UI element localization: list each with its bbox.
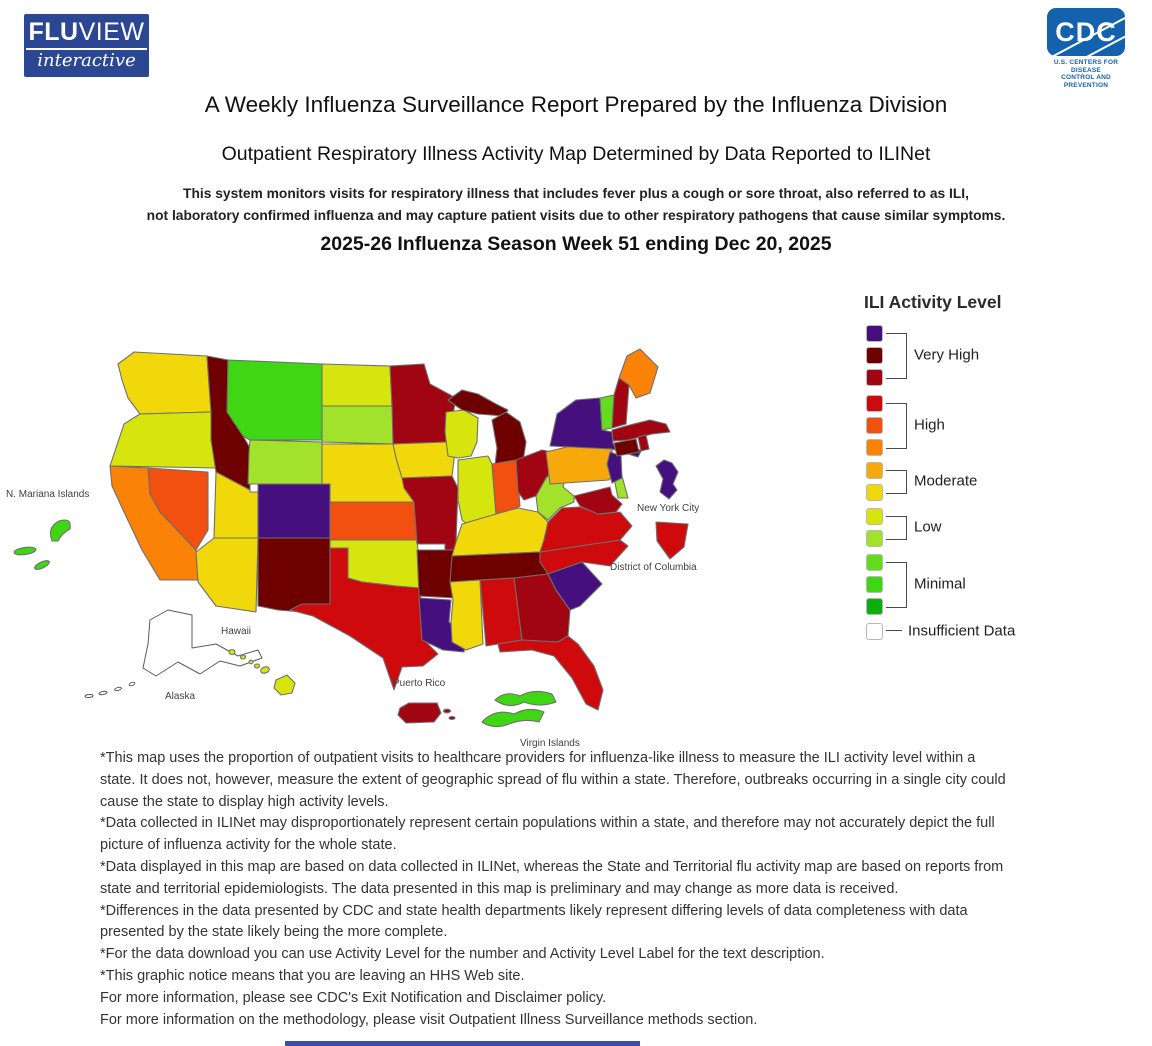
- legend-label-very-high: Very High: [914, 346, 980, 364]
- legend-title: ILI Activity Level: [864, 292, 1002, 312]
- page-subtitle: Outpatient Respiratory Illness Activity Map Determined by Data Reported to ILINet: [221, 143, 931, 165]
- legend-swatch-level3: [866, 554, 883, 571]
- legend-bracket-very-high: [886, 333, 907, 379]
- label-alaska: Alaska: [165, 691, 196, 702]
- state-OR[interactable]: [110, 412, 216, 468]
- footnote: *Differences in the data presented by CDC and state health departments likely represent differing levels of data completeness with data presented by the state likely being the more complete.: [100, 902, 968, 941]
- season-week-title: 2025-26 Influenza Season Week 51 ending Dec 20, 2025: [320, 233, 832, 255]
- us-ili-activity-map: [0, 280, 900, 760]
- legend-swatch-level10: [866, 395, 883, 412]
- footnote: For more information on the methodology, please visit Outpatient Illness Surveillance methods section.: [100, 1011, 758, 1028]
- legend-label-high: High: [914, 416, 945, 434]
- footnote: *This graphic notice means that you are leaving an HHS Web site.: [100, 967, 525, 984]
- state-RI[interactable]: [638, 435, 649, 451]
- state-IN[interactable]: [492, 460, 520, 514]
- footnote: *Data collected in ILINet may disproportionately represent certain populations within a state, and therefore may not accurately depict the full picture of influenza activity for the whole state.: [100, 815, 995, 854]
- label-hawaii: Hawaii: [221, 626, 252, 637]
- legend-swatch-level12: [866, 347, 883, 364]
- legend-bracket-moderate: [886, 470, 907, 494]
- state-SD[interactable]: [322, 406, 396, 444]
- legend-swatch-level9: [866, 417, 883, 434]
- state-NM[interactable]: [258, 538, 330, 612]
- fluview-view: VIEW: [78, 18, 145, 46]
- territory-PR[interactable]: [398, 703, 441, 723]
- state-WY[interactable]: [248, 440, 322, 484]
- legend-swatch-level7: [866, 462, 883, 479]
- label-new-york-city: New York City: [637, 503, 700, 514]
- legend-label-low: Low: [914, 518, 942, 536]
- footnote: *This map uses the proportion of outpatient visits to healthcare providers for influenza-like illness to measure the ILI activity level within a state. It does not, however, measure the extent of geographic spread of flu within a state. Therefore, outbreaks occurring in a single city could cause the state to display high activity levels.: [100, 750, 1006, 810]
- label-district-of-columbia: District of Columbia: [610, 562, 697, 573]
- state-AK[interactable]: [143, 610, 262, 676]
- territory-PR: [449, 717, 455, 720]
- alaska-aleutian-island: [99, 691, 107, 695]
- footnotes: [100, 748, 1006, 1031]
- territory-VI[interactable]: [495, 691, 556, 705]
- legend-swatch-level6: [866, 484, 883, 501]
- legend-swatch-level5: [866, 508, 883, 525]
- page-title: A Weekly Influenza Surveillance Report Prepared by the Influenza Division: [204, 92, 948, 117]
- territory-MP[interactable]: [33, 559, 50, 571]
- description-line2: not laboratory confirmed influenza and may capture patient visits due to other respiratory pathogens that cause similar symptoms.: [146, 208, 1006, 223]
- cdc-acronym: CDC: [1055, 16, 1117, 47]
- state-IA[interactable]: [393, 442, 455, 478]
- fluview-wordmark: [26, 20, 146, 50]
- legend-bracket-low: [886, 516, 907, 540]
- legend-bracket-minimal: [886, 562, 907, 608]
- state-HI[interactable]: [229, 650, 235, 655]
- legend-swatch-level4: [866, 530, 883, 547]
- territory-MP[interactable]: [51, 520, 71, 541]
- state-NH[interactable]: [612, 378, 629, 428]
- alaska-aleutian-island: [129, 682, 136, 687]
- label-virgin-islands: Virgin Islands: [520, 738, 580, 749]
- territory-MP[interactable]: [14, 546, 37, 556]
- legend-swatch-level8: [866, 439, 883, 456]
- label-n-mariana-islands: N. Mariana Islands: [6, 489, 90, 500]
- footnote: *Data displayed in this map are based on data collected in ILINet, whereas the State and Territorial flu activity map are based on reports from state and territorial epidemiologists. The data presented in this map is preliminary and may change as more data is received.: [100, 858, 1004, 897]
- state-HI[interactable]: [260, 666, 271, 675]
- legend-label-minimal: Minimal: [914, 575, 966, 593]
- alaska-aleutian-island: [85, 694, 93, 698]
- cdc-subtext-line2: CONTROL AND PREVENTION: [1061, 74, 1111, 89]
- fluview-logo[interactable]: [24, 14, 149, 77]
- legend-label-moderate: Moderate: [914, 472, 978, 490]
- fluview-interactive-label: interactive: [37, 50, 136, 71]
- state-WA[interactable]: [118, 352, 211, 414]
- jurisdiction-DC[interactable]: [656, 522, 688, 559]
- cdc-subtext-line1: U.S. CENTERS FOR DISEASE: [1053, 59, 1119, 74]
- bottom-partial-bar: [285, 1041, 640, 1046]
- footnote: For more information, please see CDC's Exit Notification and Disclaimer policy.: [100, 989, 607, 1006]
- jurisdiction-NYC[interactable]: [656, 460, 678, 499]
- cdc-logo-box: [1047, 8, 1125, 56]
- state-AZ[interactable]: [196, 538, 258, 612]
- cdc-subtext: [1044, 59, 1128, 89]
- description-line1: This system monitors visits for respiratory illness that includes fever plus a cough or sore throat, also referred to as ILI,: [183, 186, 969, 201]
- fluview-flu: FLU: [28, 18, 79, 46]
- legend-swatch-level11: [866, 369, 883, 386]
- cdc-logo[interactable]: [1044, 8, 1128, 89]
- state-HI[interactable]: [255, 664, 260, 668]
- state-HI[interactable]: [274, 675, 295, 695]
- legend-swatch-level2: [866, 576, 883, 593]
- state-KS[interactable]: [330, 502, 417, 540]
- territory-PR: [444, 709, 451, 713]
- legend-label-insufficient: Insufficient Data: [908, 622, 1016, 640]
- legend-swatch-level13: [866, 325, 883, 342]
- state-HI[interactable]: [249, 660, 253, 664]
- state-CO[interactable]: [258, 484, 330, 538]
- legend-dash-insufficient: [886, 630, 902, 631]
- state-MS[interactable]: [450, 580, 483, 650]
- territory-VI[interactable]: [482, 709, 544, 726]
- legend-swatch-level1: [866, 598, 883, 615]
- label-puerto-rico: Puerto Rico: [393, 678, 446, 689]
- state-HI[interactable]: [241, 655, 246, 659]
- state-MT[interactable]: [227, 360, 322, 440]
- alaska-aleutian-island: [114, 687, 122, 692]
- state-WI[interactable]: [445, 410, 478, 458]
- state-ND[interactable]: [322, 364, 392, 406]
- legend-swatch-insufficient: [866, 623, 883, 640]
- legend-bracket-high: [886, 403, 907, 449]
- footnote: *For the data download you can use Activity Level for the number and Activity Level Label for the text description.: [100, 946, 825, 963]
